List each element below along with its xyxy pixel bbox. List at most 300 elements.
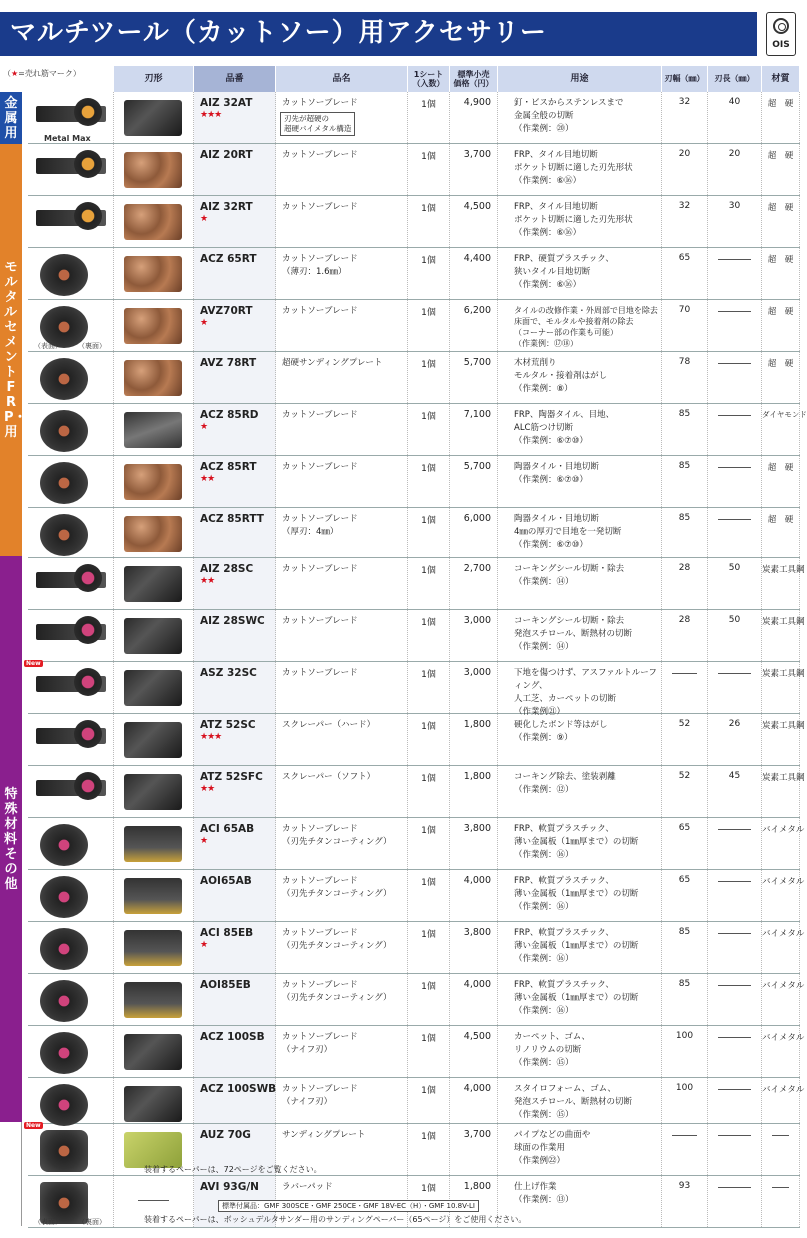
width-cell (662, 92, 708, 143)
table-row (28, 766, 805, 818)
material-value: ダイヤモンド (762, 410, 807, 419)
front-label: （表面） (34, 1218, 62, 1226)
tool-image-cell (28, 1176, 114, 1227)
width-cell (662, 1176, 708, 1227)
product-code: AIZ 28SC (200, 563, 254, 575)
tool-image (40, 1084, 88, 1126)
name-cell (276, 248, 408, 299)
use-cell (498, 922, 662, 973)
price-cell (450, 248, 498, 299)
use-cell (498, 714, 662, 765)
width-value: 52 (678, 771, 691, 781)
qty-cell (408, 92, 450, 143)
ois-logo (766, 12, 796, 56)
code-cell (194, 300, 276, 351)
table-row (28, 714, 805, 766)
section-other (0, 1122, 22, 1226)
qty-cell (408, 714, 450, 765)
material-value: 超 硬 (767, 203, 794, 213)
product-name: スクレーパー（ハード） (282, 720, 376, 730)
material-cell (762, 404, 807, 455)
use-cell (498, 456, 662, 507)
width-cell (662, 508, 708, 557)
page-header (0, 0, 800, 62)
use-text: 仕上げ作業 （作業例：⑬） (514, 1182, 574, 1205)
product-code: ATZ 52SFC (200, 771, 263, 783)
price-value: 5,700 (463, 357, 491, 368)
use-cell (498, 610, 662, 661)
code-cell (194, 922, 276, 973)
length-cell (708, 456, 762, 507)
use-cell (498, 1026, 662, 1077)
width-value: 100 (675, 1083, 694, 1093)
product-name: カットソーブレード （刃先チタンコーティング） (282, 876, 392, 899)
qty-cell (408, 558, 450, 609)
price-value: 4,000 (463, 875, 491, 886)
width-cell (662, 870, 708, 921)
legend-star: ★ (11, 69, 19, 78)
tool-image-cell (28, 1026, 114, 1077)
length-cell (708, 248, 762, 299)
qty-value: 1個 (421, 1132, 436, 1142)
width-value: 85 (678, 979, 691, 989)
product-name: カットソーブレード (282, 462, 358, 472)
material-value: 炭素工具鋼 (762, 669, 805, 679)
price-cell (450, 1124, 498, 1175)
footnote-avi: 装着するペーパーは、ボッシュデルタサンダー用のサンディングペーパー（65ページ）をご使用ください。 (144, 1215, 527, 1224)
new-badge: New (26, 660, 41, 667)
product-name: サンディングプレート (282, 1130, 366, 1140)
blade-image-cell (114, 508, 194, 557)
price-cell (450, 300, 498, 351)
price-cell (450, 92, 498, 143)
length-cell (708, 558, 762, 609)
name-cell (276, 144, 408, 195)
qty-value: 1個 (421, 878, 436, 888)
legend: （★=売れ筋マーク） (3, 69, 81, 78)
qty-value: 1個 (421, 670, 436, 680)
material-cell (762, 508, 800, 557)
col-material: 材質 (762, 66, 800, 92)
material-cell (762, 300, 800, 351)
material-value: 超 硬 (767, 151, 794, 161)
tool-image (40, 1130, 88, 1172)
blade-image (124, 100, 182, 136)
qty-cell (408, 610, 450, 661)
width-value: 85 (678, 461, 691, 471)
qty-cell (408, 766, 450, 817)
width-cell (662, 818, 708, 869)
price-cell (450, 404, 498, 455)
price-value: 4,500 (463, 1031, 491, 1042)
blade-image (124, 516, 182, 552)
blade-image (124, 930, 182, 966)
tool-image-cell (28, 558, 114, 609)
name-cell (276, 766, 408, 817)
length-cell (708, 610, 762, 661)
col-use: 用途 (498, 66, 662, 92)
length-none (718, 1037, 751, 1038)
use-text: コーキングシール切断・除去 （作業例：⑭） (514, 564, 625, 587)
material-value: 超 硬 (767, 515, 794, 525)
material-value: 炭素工具鋼 (762, 773, 805, 783)
price-value: 7,100 (463, 409, 491, 420)
tool-image (36, 106, 106, 122)
width-value: 28 (678, 563, 691, 573)
bestseller-stars: ★ (200, 318, 208, 328)
material-value: バイメタル (762, 1085, 805, 1095)
spec-note-avi: 標準付属品：GMF 300SCE・GMF 250CE・GMF 18V-EC（H）・GMF 10.8V-LI (218, 1200, 479, 1212)
use-cell (498, 870, 662, 921)
name-cell (276, 92, 408, 143)
code-cell (194, 610, 276, 661)
tool-image (40, 928, 88, 970)
product-name: カットソーブレード (282, 150, 358, 160)
tool-image (36, 728, 106, 744)
footnote-auz: 装着するペーパーは、72ページをご覧ください。 (144, 1165, 322, 1174)
bestseller-stars: ★★★ (200, 110, 222, 120)
tool-image (36, 210, 106, 226)
product-name: カットソーブレード （ナイフ刃） (282, 1084, 358, 1107)
product-code: AUZ 70G (200, 1129, 251, 1141)
qty-value: 1個 (421, 516, 436, 526)
material-cell (762, 352, 800, 403)
use-text: スタイロフォーム、ゴム、 発泡スチロール、断熱材の切断 （作業例：⑮） (514, 1084, 632, 1120)
product-name: カットソーブレード （刃先チタンコーティング） (282, 980, 392, 1003)
qty-cell (408, 1026, 450, 1077)
col-blade: 刃形 (114, 66, 194, 92)
code-cell (194, 196, 276, 247)
material-cell (762, 714, 805, 765)
width-cell (662, 610, 708, 661)
bestseller-stars: ★★ (200, 474, 215, 484)
table-row (28, 508, 800, 558)
length-cell (708, 508, 762, 557)
code-cell (194, 1078, 276, 1123)
material-cell (762, 974, 805, 1025)
material-cell (762, 922, 805, 973)
bestseller-stars: ★ (200, 214, 208, 224)
product-name: ラバーパッド (282, 1182, 333, 1192)
col-length: 刃長（㎜） (708, 66, 762, 92)
use-cell (498, 404, 662, 455)
material-cell (762, 818, 805, 869)
tool-image (40, 358, 88, 400)
use-text: 木材荒削り モルタル・接着剤はがし （作業例：⑧） (514, 358, 608, 394)
length-cell (708, 1176, 762, 1227)
material-cell (762, 870, 805, 921)
length-cell (708, 300, 762, 351)
material-value: 炭素工具鋼 (762, 721, 805, 731)
metal-max-label: Metal Max (44, 134, 91, 143)
price-cell (450, 870, 498, 921)
price-value: 1,800 (463, 771, 491, 782)
name-cell (276, 714, 408, 765)
material-value: バイメタル (762, 825, 805, 835)
width-cell (662, 1026, 708, 1077)
qty-cell (408, 1078, 450, 1123)
length-none (718, 1187, 751, 1188)
length-none (718, 673, 751, 674)
length-none (718, 933, 751, 934)
tool-image-cell (28, 610, 114, 661)
tool-image (40, 824, 88, 866)
name-cell (276, 974, 408, 1025)
price-cell (450, 508, 498, 557)
use-text: FRP、陶器タイル、目地、 ALC筋つけ切断 （作業例：⑥⑦⑩） (514, 410, 615, 446)
name-cell (276, 558, 408, 609)
qty-value: 1個 (421, 152, 436, 162)
tool-image-cell (28, 1078, 114, 1123)
use-text: コーキング除去、塗装剥離 （作業例：⑫） (514, 772, 616, 795)
length-none (718, 829, 751, 830)
qty-cell (408, 818, 450, 869)
use-text: FRP、軟質プラスチック、 薄い金属板（1㎜厚まで）の切断 （作業例：⑯） (514, 876, 639, 912)
blade-image (124, 774, 182, 810)
price-cell (450, 610, 498, 661)
width-value: 65 (678, 823, 691, 833)
material-cell (762, 456, 800, 507)
use-cell (498, 818, 662, 869)
width-value: 65 (678, 253, 691, 263)
length-value: 50 (728, 563, 741, 573)
tool-image-cell (28, 508, 114, 557)
price-value: 5,700 (463, 461, 491, 472)
table-row (28, 974, 805, 1026)
title-bar (0, 12, 757, 56)
tool-image (36, 624, 106, 640)
product-name: スクレーパー（ソフト） (282, 772, 376, 782)
product-name: カットソーブレード (282, 564, 358, 574)
qty-cell (408, 144, 450, 195)
price-cell (450, 922, 498, 973)
price-cell (450, 1026, 498, 1077)
blade-image (124, 360, 182, 396)
qty-value: 1個 (421, 464, 436, 474)
blade-image-cell (114, 714, 194, 765)
product-code: AVZ 78RT (200, 357, 257, 369)
width-cell (662, 714, 708, 765)
blade-image-cell (114, 300, 194, 351)
tool-image (40, 254, 88, 296)
use-cell (498, 196, 662, 247)
tool-image (40, 514, 88, 556)
tool-image-cell (28, 404, 114, 455)
width-cell (662, 922, 708, 973)
blade-image (124, 308, 182, 344)
name-cell (276, 870, 408, 921)
price-cell (450, 196, 498, 247)
table-row (28, 404, 807, 456)
tool-image-cell (28, 352, 114, 403)
blade-image-cell (114, 558, 194, 609)
product-name: カットソーブレード （ナイフ刃） (282, 1032, 358, 1055)
qty-value: 1個 (421, 774, 436, 784)
blade-image-cell (114, 352, 194, 403)
width-value: 52 (678, 719, 691, 729)
length-cell (708, 352, 762, 403)
qty-cell (408, 352, 450, 403)
tool-image (36, 158, 106, 174)
use-text: FRP、軟質プラスチック、 薄い金属板（1㎜厚まで）の切断 （作業例：⑯） (514, 824, 639, 860)
name-cell (276, 196, 408, 247)
product-code: ACZ 85RT (200, 461, 257, 473)
qty-value: 1個 (421, 1086, 436, 1096)
col-width: 刃幅（㎜） (662, 66, 708, 92)
qty-value: 1個 (421, 982, 436, 992)
price-value: 4,000 (463, 979, 491, 990)
table-row (28, 196, 800, 248)
price-value: 4,000 (463, 1083, 491, 1094)
bestseller-stars: ★ (200, 836, 208, 846)
name-cell (276, 352, 408, 403)
product-code: AOI65AB (200, 875, 252, 887)
product-code: ACI 65AB (200, 823, 255, 835)
price-cell (450, 144, 498, 195)
blade-image-cell (114, 818, 194, 869)
width-value: 20 (678, 149, 691, 159)
col-name: 品名 (276, 66, 408, 92)
qty-value: 1個 (421, 412, 436, 422)
tool-image-cell (28, 714, 114, 765)
blade-image-cell (114, 456, 194, 507)
code-cell (194, 766, 276, 817)
blade-image-cell (114, 870, 194, 921)
length-none (718, 467, 751, 468)
price-cell (450, 714, 498, 765)
use-text: パイプなどの曲面や 球面の作業用 （作業例㉒） (514, 1130, 591, 1166)
length-value: 50 (728, 615, 741, 625)
price-value: 4,900 (463, 97, 491, 108)
material-value: 炭素工具鋼 (762, 565, 805, 575)
qty-cell (408, 922, 450, 973)
tool-image (40, 876, 88, 918)
length-value: 30 (728, 201, 741, 211)
code-cell (194, 870, 276, 921)
length-cell (708, 714, 762, 765)
width-cell (662, 1124, 708, 1175)
qty-value: 1個 (421, 566, 436, 576)
blade-image (124, 256, 182, 292)
price-value: 6,200 (463, 305, 491, 316)
length-none (718, 519, 751, 520)
length-cell (708, 196, 762, 247)
material-value: 超 硬 (767, 255, 794, 265)
width-cell (662, 196, 708, 247)
qty-cell (408, 248, 450, 299)
code-cell (194, 818, 276, 869)
use-cell (498, 300, 662, 351)
bestseller-stars: ★★ (200, 784, 215, 794)
length-none (718, 363, 751, 364)
use-cell (498, 766, 662, 817)
product-name: カットソーブレード (282, 306, 358, 316)
width-cell (662, 404, 708, 455)
use-cell (498, 144, 662, 195)
table-row (28, 144, 800, 196)
bestseller-stars: ★★★ (200, 732, 222, 742)
ois-gear-icon (773, 18, 789, 34)
width-value: 65 (678, 875, 691, 885)
table-row (28, 558, 805, 610)
name-cell (276, 404, 408, 455)
price-value: 6,000 (463, 513, 491, 524)
width-value: 93 (678, 1181, 691, 1191)
material-value: バイメタル (762, 877, 805, 887)
tool-image-cell (28, 456, 114, 507)
product-name: カットソーブレード （厚刃：4㎜） (282, 514, 358, 537)
width-cell (662, 456, 708, 507)
col-price: 標準小売 価格（円） (450, 66, 498, 92)
length-cell (708, 818, 762, 869)
length-cell (708, 1124, 762, 1175)
name-cell (276, 300, 408, 351)
length-none (718, 1089, 751, 1090)
bestseller-stars: ★ (200, 422, 208, 432)
name-cell (276, 1078, 408, 1123)
code-cell (194, 352, 276, 403)
code-cell (194, 456, 276, 507)
length-value: 45 (728, 771, 741, 781)
price-cell (450, 352, 498, 403)
tool-image (40, 980, 88, 1022)
back-label: （裏面） (78, 342, 106, 350)
tool-image-cell (28, 92, 114, 143)
material-value: 超 硬 (767, 359, 794, 369)
blade-image (124, 878, 182, 914)
table-row (28, 456, 800, 508)
name-cell (276, 922, 408, 973)
product-code: AOI85EB (200, 979, 251, 991)
material-cell (762, 92, 800, 143)
ois-label: OIS (772, 40, 790, 50)
use-text: コーキングシール切断・除去 発泡スチロール、断熱材の切断 （作業例：⑭） (514, 616, 632, 652)
use-text: 下地を傷つけず、アスファルトルーフィング、 人工芝、カーペットの切断 （作業例㉑） (514, 668, 657, 717)
table-row (26, 660, 805, 717)
width-value: 28 (678, 615, 691, 625)
qty-cell (408, 1124, 450, 1175)
width-cell (662, 662, 708, 713)
tool-image-cell (28, 248, 114, 299)
table-row (28, 818, 805, 870)
bestseller-stars: ★★ (200, 576, 215, 586)
section-mortar: モルタル・セメント・FRP・用 (0, 144, 22, 556)
width-value: 32 (678, 97, 691, 107)
qty-cell (408, 662, 450, 713)
width-none (672, 673, 697, 674)
qty-cell (408, 404, 450, 455)
product-code: AIZ 20RT (200, 149, 253, 161)
length-cell (708, 404, 762, 455)
blade-image-cell (114, 248, 194, 299)
use-cell (498, 1078, 662, 1123)
tool-image-cell (28, 870, 114, 921)
table-row (28, 1026, 805, 1078)
qty-cell (408, 870, 450, 921)
product-code: AVZ70RT (200, 305, 253, 317)
product-name: カットソーブレード (282, 202, 358, 212)
tool-image (40, 1032, 88, 1074)
tool-image-cell (28, 974, 114, 1025)
use-cell (498, 662, 662, 717)
code-cell (194, 248, 276, 299)
blade-none (138, 1200, 169, 1201)
width-value: 85 (678, 927, 691, 937)
width-value: 85 (678, 513, 691, 523)
blade-image (124, 566, 182, 602)
qty-value: 1個 (421, 308, 436, 318)
qty-value: 1個 (421, 204, 436, 214)
